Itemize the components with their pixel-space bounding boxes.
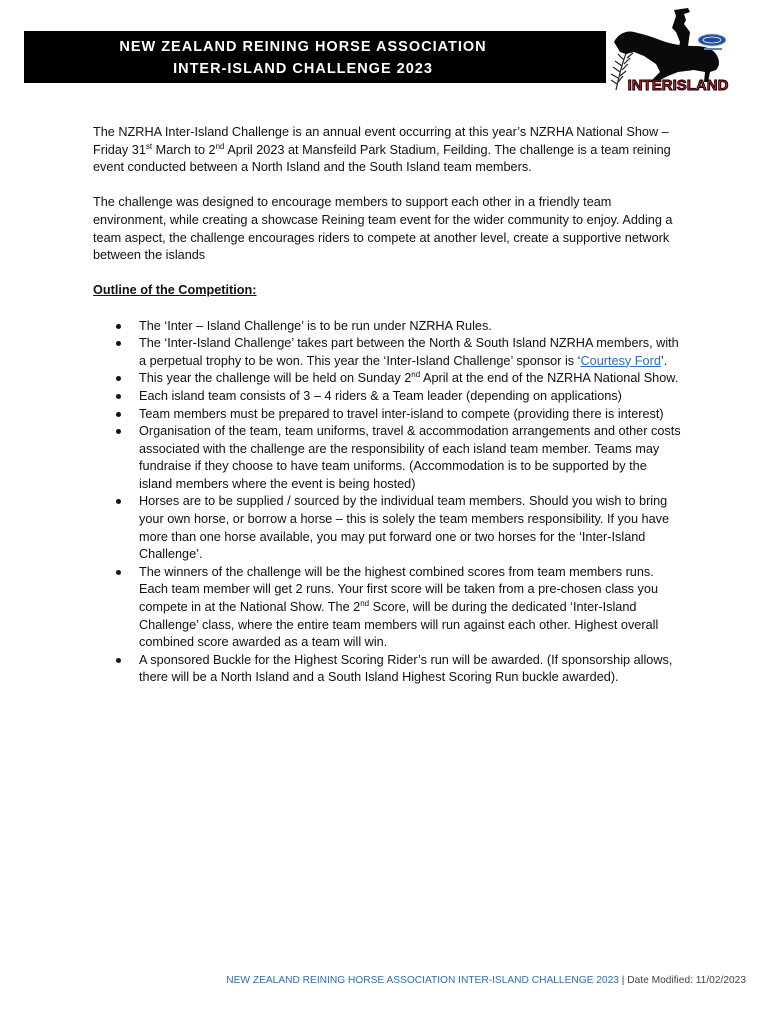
- logo-text: INTERISLAND: [627, 77, 729, 94]
- list-item: This year the challenge will be held on Sunday 2nd April at the end of the NZRHA National Show.: [93, 370, 683, 388]
- header-title-line2: INTER-ISLAND CHALLENGE 2023: [173, 61, 433, 77]
- horse-and-rider-fern-logo: [604, 2, 744, 96]
- list-item: Team members must be prepared to travel inter-island to compete (providing there is interest): [93, 406, 683, 424]
- list-item: Horses are to be supplied / sourced by the individual team members. Should you wish to bring your own horse, or borrow a horse – this is solely the team members responsibility. If you have more than one horse available, you may put forward one or two horses for the ‘Inter-Island Challenge’.: [93, 493, 683, 563]
- footer-date-modified: Date Modified: 11/02/2023: [627, 975, 746, 986]
- list-item: Each island team consists of 3 – 4 riders & a Team leader (depending on applications): [93, 388, 683, 406]
- footer-title: NEW ZEALAND REINING HORSE ASSOCIATION INTER-ISLAND CHALLENGE 2023: [226, 975, 619, 986]
- list-item: The ‘Inter – Island Challenge’ is to be run under NZRHA Rules.: [93, 318, 683, 336]
- list-item: The ‘Inter-Island Challenge’ takes part between the North & South Island NZRHA members, with a perpetual trophy to be won. This year the ‘Inter-Island Challenge’ sponsor is ‘Courtesy Ford’.: [93, 335, 683, 370]
- header-title-line1: NEW ZEALAND REINING HORSE ASSOCIATION: [119, 39, 487, 55]
- outline-heading: Outline of the Competition:: [93, 283, 257, 298]
- footer-separator: |: [618, 975, 628, 986]
- list-item: A sponsored Buckle for the Highest Scoring Rider’s run will be awarded. (If sponsorship allows, there will be a North Island and a South Island Highest Scoring Run buckle awarded).: [93, 652, 683, 687]
- document-body: [93, 124, 683, 687]
- courtesy-ford-link[interactable]: Courtesy Ford: [580, 353, 661, 368]
- list-item: Organisation of the team, team uniforms, travel & accommodation arrangements and other costs associated with the challenge are the responsibility of each island team member. Teams may fundraise if they choose to have team uniforms. (Accommodation is to be supported by the island members where the event is being hosted): [93, 423, 683, 493]
- page-footer: [226, 975, 746, 986]
- header-bar: [24, 31, 606, 83]
- intro-paragraph-1: The NZRHA Inter-Island Challenge is an annual event occurring at this year’s NZRHA National Show – Friday 31st March to 2nd April 2023 at Mansfeild Park Stadium, Feilding. The challenge is a team reining event conducted between a North Island and the South Island team members.: [93, 125, 671, 175]
- competition-rules-list: [93, 318, 683, 687]
- intro-paragraph-2: The challenge was designed to encourage members to support each other in a friendly team environment, while creating a showcase Reining team event for the wider community to enjoy. Adding a team aspect, the challenge encourages riders to compete at another level, create a supportive network between the islands: [93, 195, 673, 263]
- list-item: The winners of the challenge will be the highest combined scores from team members runs. Each team member will get 2 runs. Your first score will be taken from a pre-chosen class you compete in at the National Show. The 2nd Score, will be during the dedicated ‘Inter-Island Challenge’ class, where the entire team members will run against each other. Highest overall combined score awarded as a team will win.: [93, 564, 683, 652]
